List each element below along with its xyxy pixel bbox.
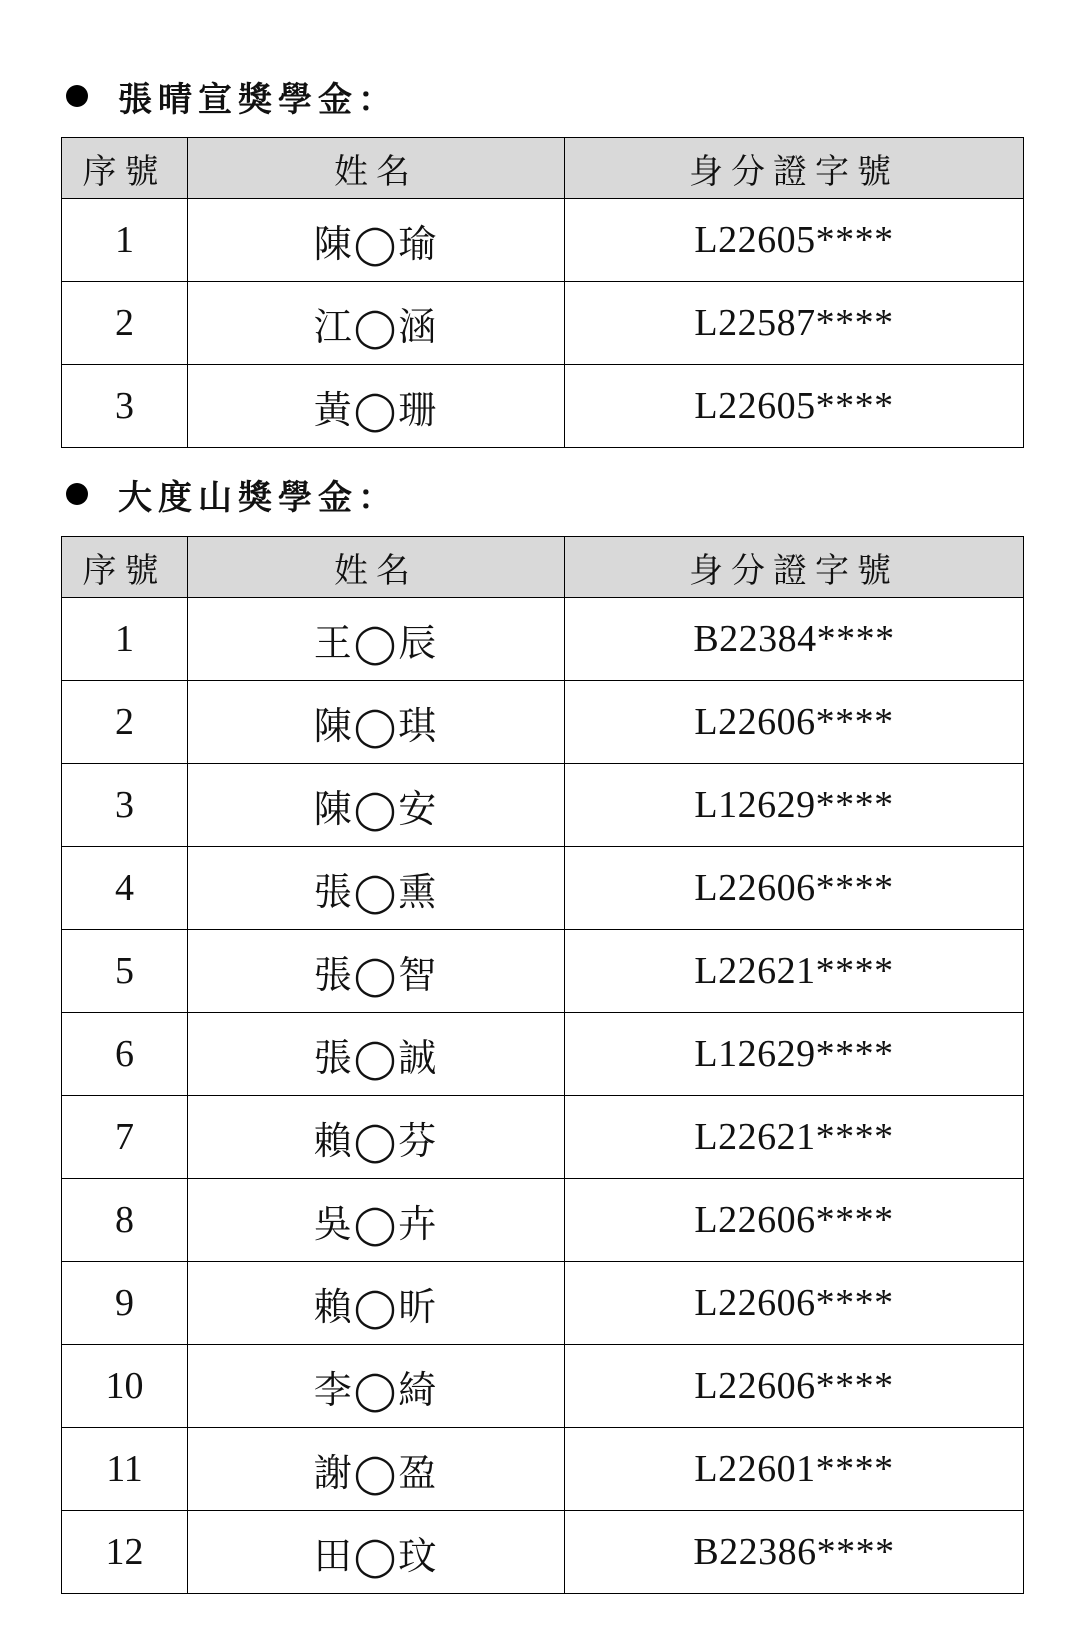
table-header-row <box>62 537 1024 598</box>
cell-serial-no: 6 <box>62 1013 188 1096</box>
cell-id-number: L22621**** <box>565 930 1024 1013</box>
cell-name: 張◯熏 <box>188 847 565 930</box>
scholarship-table-1 <box>61 137 1024 448</box>
table-row <box>62 1096 1024 1179</box>
cell-serial-no: 10 <box>62 1345 188 1428</box>
cell-id-number: B22384**** <box>565 598 1024 681</box>
cell-name: 吳◯卉 <box>188 1179 565 1262</box>
cell-name: 賴◯芬 <box>188 1096 565 1179</box>
cell-serial-no: 1 <box>62 199 188 282</box>
cell-serial-no: 8 <box>62 1179 188 1262</box>
cell-id-number: L22605**** <box>565 199 1024 282</box>
cell-id-number: L22621**** <box>565 1096 1024 1179</box>
table-row <box>62 681 1024 764</box>
cell-id-number: L22587**** <box>565 282 1024 365</box>
header-serial-no: 序號 <box>62 138 188 199</box>
table-row <box>62 598 1024 681</box>
cell-serial-no: 3 <box>62 764 188 847</box>
scholarship-table-2 <box>61 536 1024 1594</box>
cell-serial-no: 4 <box>62 847 188 930</box>
table-row <box>62 1511 1024 1594</box>
cell-id-number: L22606**** <box>565 681 1024 764</box>
cell-serial-no: 1 <box>62 598 188 681</box>
header-id-number: 身分證字號 <box>565 138 1024 199</box>
cell-serial-no: 9 <box>62 1262 188 1345</box>
section-title-2: 大度山獎學金： <box>118 477 398 518</box>
section-heading-1 <box>62 66 398 126</box>
cell-name: 陳◯琪 <box>188 681 565 764</box>
table-row <box>62 1428 1024 1511</box>
cell-name: 賴◯昕 <box>188 1262 565 1345</box>
header-id-number: 身分證字號 <box>565 537 1024 598</box>
table-row <box>62 199 1024 282</box>
table-row <box>62 1345 1024 1428</box>
cell-id-number: L12629**** <box>565 764 1024 847</box>
cell-serial-no: 3 <box>62 365 188 448</box>
cell-serial-no: 2 <box>62 681 188 764</box>
cell-serial-no: 2 <box>62 282 188 365</box>
table-row <box>62 1179 1024 1262</box>
table-row <box>62 1262 1024 1345</box>
bullet-icon <box>66 85 88 107</box>
cell-id-number: L22606**** <box>565 847 1024 930</box>
table-row <box>62 282 1024 365</box>
table-row <box>62 1013 1024 1096</box>
cell-name: 李◯綺 <box>188 1345 565 1428</box>
table-header-row <box>62 138 1024 199</box>
cell-serial-no: 12 <box>62 1511 188 1594</box>
cell-id-number: L12629**** <box>565 1013 1024 1096</box>
cell-serial-no: 7 <box>62 1096 188 1179</box>
table-row <box>62 847 1024 930</box>
cell-id-number: L22605**** <box>565 365 1024 448</box>
cell-name: 張◯智 <box>188 930 565 1013</box>
header-name: 姓名 <box>188 138 565 199</box>
cell-name: 王◯辰 <box>188 598 565 681</box>
cell-serial-no: 11 <box>62 1428 188 1511</box>
cell-id-number: L22601**** <box>565 1428 1024 1511</box>
cell-name: 江◯涵 <box>188 282 565 365</box>
table-row <box>62 365 1024 448</box>
cell-id-number: B22386**** <box>565 1511 1024 1594</box>
table-row <box>62 764 1024 847</box>
table-row <box>62 930 1024 1013</box>
cell-name: 黃◯珊 <box>188 365 565 448</box>
cell-name: 陳◯安 <box>188 764 565 847</box>
cell-name: 田◯玟 <box>188 1511 565 1594</box>
cell-id-number: L22606**** <box>565 1345 1024 1428</box>
cell-id-number: L22606**** <box>565 1262 1024 1345</box>
section-title-1: 張晴宣獎學金： <box>118 79 398 120</box>
bullet-icon <box>66 483 88 505</box>
cell-id-number: L22606**** <box>565 1179 1024 1262</box>
cell-name: 張◯誠 <box>188 1013 565 1096</box>
cell-name: 謝◯盈 <box>188 1428 565 1511</box>
header-serial-no: 序號 <box>62 537 188 598</box>
header-name: 姓名 <box>188 537 565 598</box>
cell-name: 陳◯瑜 <box>188 199 565 282</box>
section-heading-2 <box>62 464 398 524</box>
cell-serial-no: 5 <box>62 930 188 1013</box>
